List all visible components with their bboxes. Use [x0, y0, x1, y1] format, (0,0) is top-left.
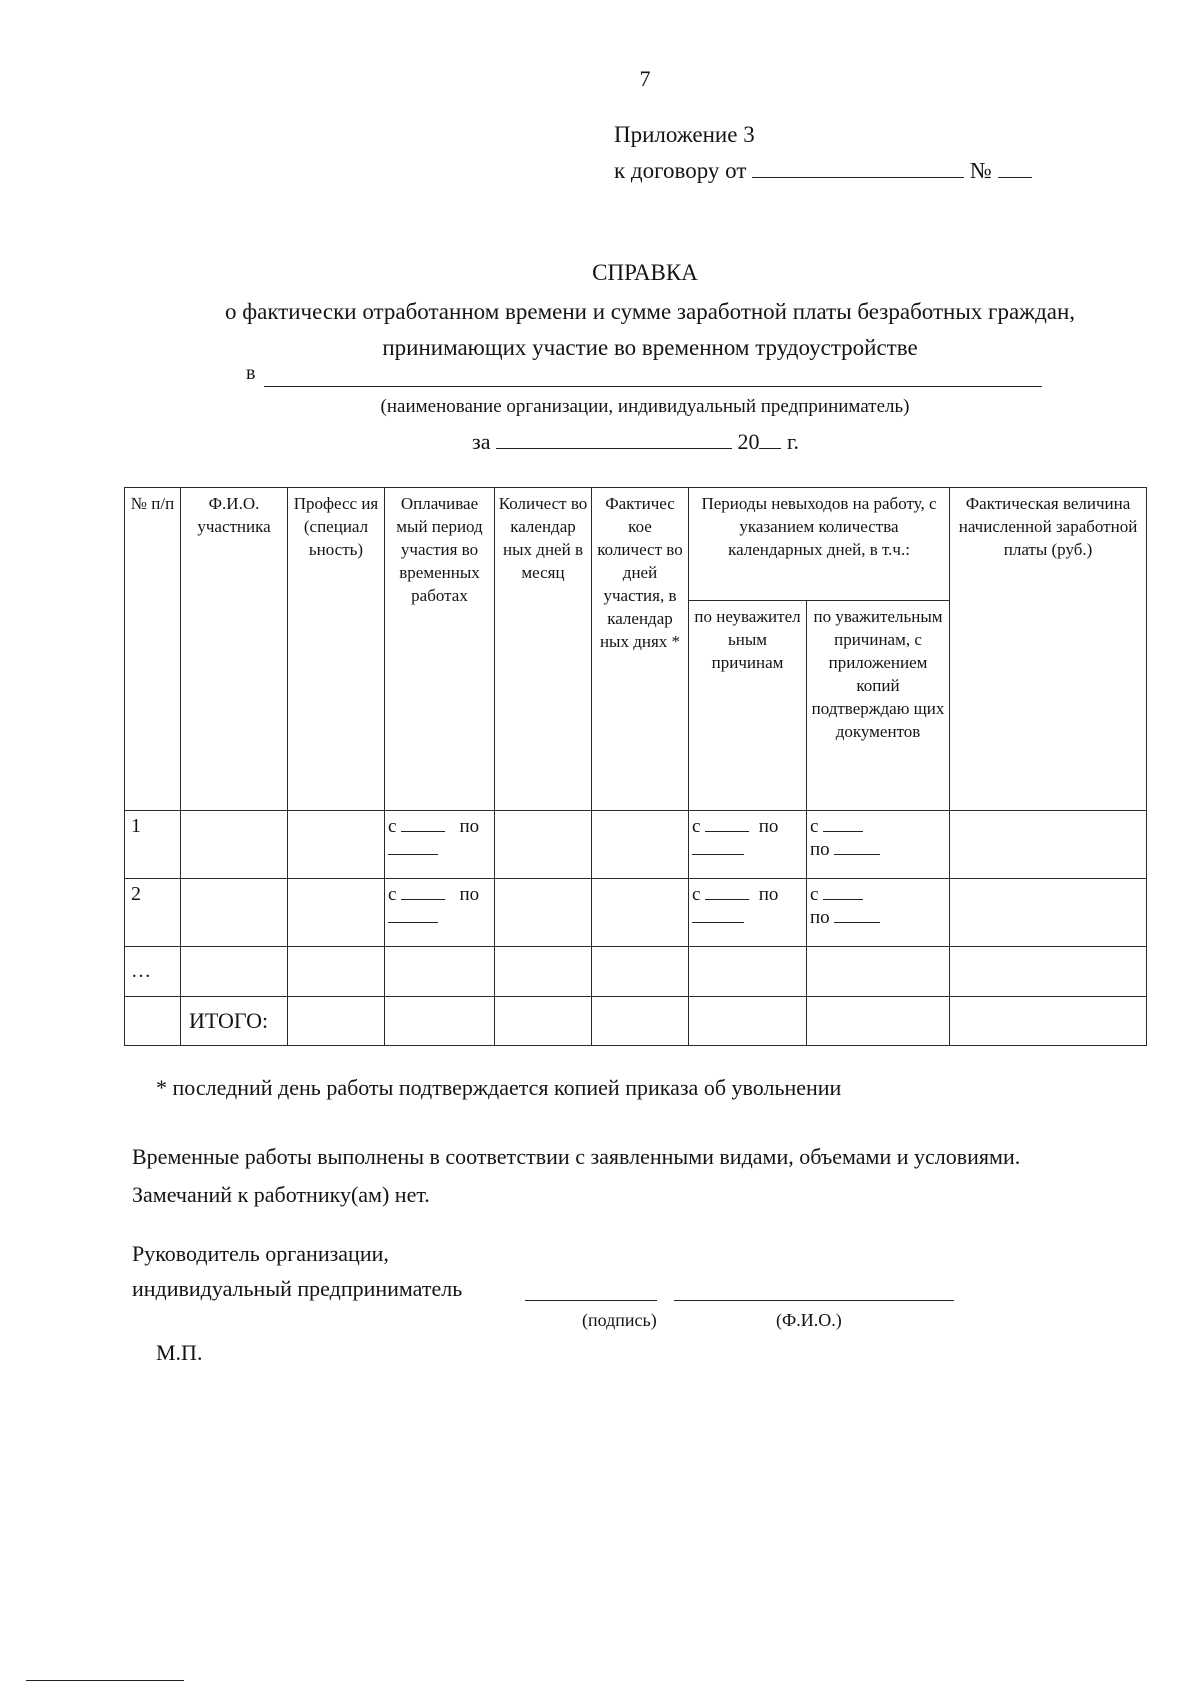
period-line	[472, 428, 799, 455]
excused-cell: с по	[807, 810, 950, 878]
header-absences-excused: по уважительным причинам, с приложением копий подтверждаю щих документов	[807, 601, 950, 810]
conclusion-text: Временные работы выполнены в соответствии с заявленными видами, объемами и условиями. Замечаний к работнику(ам) нет.	[132, 1144, 1021, 1207]
unexcused-cell: с по	[689, 878, 807, 946]
total-row	[125, 996, 1147, 1045]
period-month-blank	[496, 428, 732, 449]
header-salary: Фактическая величина начисленной заработной платы (руб.)	[950, 488, 1147, 811]
signature-blank	[525, 1300, 657, 1301]
header-absences-unexcused: по неуважител ьным причинам	[689, 601, 807, 810]
actual-days-cell	[592, 810, 689, 878]
paid-period-cell: с по	[385, 810, 495, 878]
row-number: 2	[125, 878, 181, 946]
footer-rule	[26, 1680, 184, 1681]
contract-date-blank	[752, 157, 964, 178]
signature-caption: (подпись)	[582, 1310, 657, 1330]
signer-title-line2: индивидуальный предприниматель	[132, 1276, 463, 1301]
row-number: …	[125, 946, 181, 996]
row-number: 1	[125, 810, 181, 878]
profession-cell	[288, 810, 385, 878]
calendar-days-cell	[495, 810, 592, 878]
signer-title-line1: Руководитель организации,	[132, 1241, 389, 1266]
period-year-suffix: г.	[786, 429, 800, 454]
report-table	[124, 487, 1147, 1046]
header-absences: Периоды невыходов на работу, с указанием количества календарных дней, в т.ч.:	[689, 488, 950, 601]
period-prefix: за	[472, 429, 491, 454]
table-row	[125, 946, 1147, 996]
unexcused-cell: с по	[689, 810, 807, 878]
header-num: № п/п	[125, 488, 181, 811]
period-year-blank	[759, 428, 781, 449]
header-actual-days: Фактичес кое количест во дней участия, в календар ных днях *	[592, 488, 689, 811]
header-calendar-days: Количест во календар ных дней в месяц	[495, 488, 592, 811]
table-row	[125, 878, 1147, 946]
header-paid-period: Оплачивае мый период участия во временных работах	[385, 488, 495, 811]
page-number: 7	[639, 66, 651, 91]
name-blank	[674, 1300, 954, 1301]
contract-prefix: к договору от	[614, 158, 747, 183]
salary-cell	[950, 810, 1147, 878]
name-caption: (Ф.И.О.)	[776, 1310, 842, 1330]
calendar-days-cell	[495, 878, 592, 946]
number-sign: №	[969, 158, 992, 183]
actual-days-cell	[592, 878, 689, 946]
name-cell	[181, 810, 288, 878]
period-year-prefix: 20	[737, 429, 760, 454]
header-name: Ф.И.О. участника	[181, 488, 288, 811]
header-profession: Професс ия (специал ьность)	[288, 488, 385, 811]
profession-cell	[288, 878, 385, 946]
footnote: * последний день работы подтверждается копией приказа об увольнении	[156, 1075, 842, 1100]
organization-blank	[264, 386, 1042, 387]
salary-cell	[950, 878, 1147, 946]
stamp-label: М.П.	[156, 1340, 203, 1365]
document-title: СПРАВКА	[592, 260, 698, 285]
name-cell	[181, 878, 288, 946]
document-subtitle: о фактически отработанном времени и сумме заработной платы безработных граждан, принимающих участие во временном трудоустройстве	[224, 299, 1076, 360]
organization-prefix: в	[246, 362, 256, 384]
appendix-title: Приложение 3	[614, 122, 755, 147]
table-row	[125, 810, 1147, 878]
organization-caption: (наименование организации, индивидуальный предприниматель)	[380, 396, 910, 417]
appendix-contract-line	[614, 157, 1032, 184]
excused-cell: с по	[807, 878, 950, 946]
total-label: ИТОГО:	[181, 996, 288, 1045]
paid-period-cell: с по	[385, 878, 495, 946]
contract-number-blank	[998, 157, 1032, 178]
